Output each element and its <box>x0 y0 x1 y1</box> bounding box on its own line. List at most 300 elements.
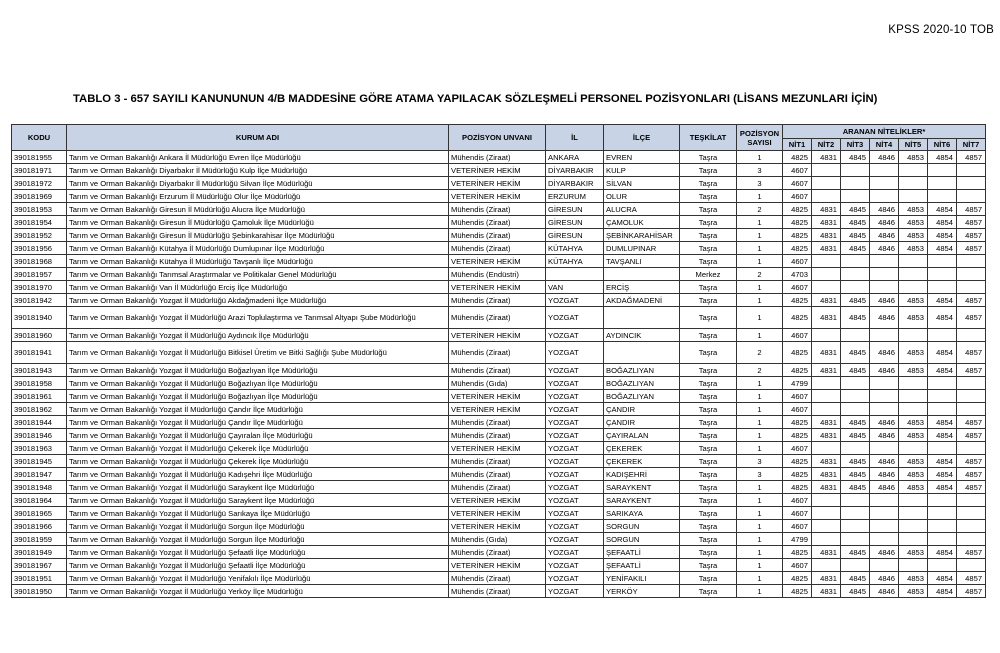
cell-il: YOZGAT <box>546 559 604 572</box>
cell-kodu: 390181967 <box>12 559 67 572</box>
cell-il: YOZGAT <box>546 364 604 377</box>
cell-nit7: 4857 <box>957 481 986 494</box>
cell-nit1: 4825 <box>783 572 812 585</box>
cell-nit5 <box>899 255 928 268</box>
cell-kodu: 390181944 <box>12 416 67 429</box>
cell-sayi: 3 <box>737 455 783 468</box>
cell-nit6 <box>928 190 957 203</box>
cell-nit4: 4846 <box>870 455 899 468</box>
cell-kodu: 390181961 <box>12 390 67 403</box>
table-row <box>12 572 986 585</box>
cell-nit4: 4846 <box>870 585 899 598</box>
cell-nit7 <box>957 520 986 533</box>
cell-nit5 <box>899 559 928 572</box>
cell-ilce: EVREN <box>604 151 680 164</box>
cell-ilce: KULP <box>604 164 680 177</box>
cell-pozisyon: VETERİNER HEKİM <box>449 281 546 294</box>
cell-kurum: Tarım ve Orman Bakanlığı Diyarbakır İl Müdürlüğü Silvan İlçe Müdürlüğü <box>67 177 449 190</box>
col-header-il: İL <box>546 125 604 151</box>
cell-nit2: 4831 <box>812 455 841 468</box>
cell-nit6: 4854 <box>928 203 957 216</box>
cell-pozisyon: Mühendis (Ziraat) <box>449 585 546 598</box>
cell-il: YOZGAT <box>546 329 604 342</box>
cell-kodu: 390181949 <box>12 546 67 559</box>
cell-nit6 <box>928 255 957 268</box>
cell-pozisyon: Mühendis (Ziraat) <box>449 429 546 442</box>
cell-kurum: Tarım ve Orman Bakanlığı Yozgat İl Müdürlüğü Yerköy İlçe Müdürlüğü <box>67 585 449 598</box>
cell-nit1: 4607 <box>783 164 812 177</box>
cell-pozisyon: VETERİNER HEKİM <box>449 190 546 203</box>
cell-kodu: 390181941 <box>12 342 67 364</box>
cell-kodu: 390181970 <box>12 281 67 294</box>
cell-nit6 <box>928 377 957 390</box>
cell-nit5 <box>899 177 928 190</box>
cell-nit1: 4607 <box>783 329 812 342</box>
cell-nit2 <box>812 268 841 281</box>
cell-nit3: 4845 <box>841 546 870 559</box>
cell-nit7 <box>957 377 986 390</box>
cell-kodu: 390181965 <box>12 507 67 520</box>
cell-teskilat: Merkez <box>680 268 737 281</box>
cell-nit3 <box>841 559 870 572</box>
cell-nit6: 4854 <box>928 429 957 442</box>
cell-teskilat: Taşra <box>680 294 737 307</box>
cell-nit6 <box>928 164 957 177</box>
cell-kodu: 390181963 <box>12 442 67 455</box>
cell-kurum: Tarım ve Orman Bakanlığı Yozgat İl Müdürlüğü Yenifakılı İlçe Müdürlüğü <box>67 572 449 585</box>
cell-nit7 <box>957 442 986 455</box>
cell-nit5: 4853 <box>899 481 928 494</box>
cell-nit3 <box>841 268 870 281</box>
cell-il: YOZGAT <box>546 455 604 468</box>
table-row <box>12 455 986 468</box>
cell-kodu: 390181951 <box>12 572 67 585</box>
cell-nit6 <box>928 507 957 520</box>
cell-nit1: 4825 <box>783 585 812 598</box>
cell-nit2: 4831 <box>812 468 841 481</box>
cell-pozisyon: VETERİNER HEKİM <box>449 559 546 572</box>
cell-il: DİYARBAKIR <box>546 177 604 190</box>
cell-sayi: 1 <box>737 533 783 546</box>
cell-il: YOZGAT <box>546 468 604 481</box>
cell-kodu: 390181954 <box>12 216 67 229</box>
cell-pozisyon: VETERİNER HEKİM <box>449 403 546 416</box>
cell-teskilat: Taşra <box>680 507 737 520</box>
cell-nit5 <box>899 268 928 281</box>
cell-nit2: 4831 <box>812 572 841 585</box>
cell-pozisyon: VETERİNER HEKİM <box>449 507 546 520</box>
cell-nit1: 4799 <box>783 533 812 546</box>
cell-sayi: 1 <box>737 481 783 494</box>
cell-kurum: Tarım ve Orman Bakanlığı Yozgat İl Müdürlüğü Sorgun İlçe Müdürlüğü <box>67 520 449 533</box>
cell-nit7: 4857 <box>957 585 986 598</box>
cell-teskilat: Taşra <box>680 364 737 377</box>
cell-nit4: 4846 <box>870 151 899 164</box>
cell-il: YOZGAT <box>546 520 604 533</box>
cell-teskilat: Taşra <box>680 255 737 268</box>
col-header-teskilat: TEŞKİLAT <box>680 125 737 151</box>
cell-ilce: AKDAĞMADENİ <box>604 294 680 307</box>
cell-nit2: 4831 <box>812 151 841 164</box>
cell-teskilat: Taşra <box>680 416 737 429</box>
cell-il: YOZGAT <box>546 585 604 598</box>
cell-teskilat: Taşra <box>680 377 737 390</box>
cell-kodu: 390181957 <box>12 268 67 281</box>
cell-teskilat: Taşra <box>680 546 737 559</box>
cell-nit7: 4857 <box>957 546 986 559</box>
cell-sayi: 1 <box>737 216 783 229</box>
table-row <box>12 203 986 216</box>
table-row <box>12 403 986 416</box>
cell-il: KÜTAHYA <box>546 242 604 255</box>
cell-ilce: BOĞAZLIYAN <box>604 364 680 377</box>
cell-nit4 <box>870 390 899 403</box>
cell-nit7 <box>957 268 986 281</box>
cell-il: GİRESUN <box>546 229 604 242</box>
cell-nit5: 4853 <box>899 307 928 329</box>
cell-ilce: ŞEBİNKARAHİSAR <box>604 229 680 242</box>
cell-kurum: Tarım ve Orman Bakanlığı Kütahya İl Müdürlüğü Dumlupınar İlçe Müdürlüğü <box>67 242 449 255</box>
cell-nit7: 4857 <box>957 151 986 164</box>
cell-kodu: 390181962 <box>12 403 67 416</box>
cell-sayi: 1 <box>737 559 783 572</box>
cell-nit2 <box>812 494 841 507</box>
table-row <box>12 442 986 455</box>
cell-sayi: 1 <box>737 416 783 429</box>
cell-nit6: 4854 <box>928 294 957 307</box>
cell-nit6: 4854 <box>928 151 957 164</box>
table-row <box>12 177 986 190</box>
cell-sayi: 1 <box>737 429 783 442</box>
cell-kurum: Tarım ve Orman Bakanlığı Yozgat İl Müdürlüğü Kadışehri İlçe Müdürlüğü <box>67 468 449 481</box>
cell-il: YOZGAT <box>546 481 604 494</box>
cell-ilce: SARAYKENT <box>604 481 680 494</box>
cell-kodu: 390181969 <box>12 190 67 203</box>
cell-kurum: Tarım ve Orman Bakanlığı Kütahya İl Müdürlüğü Tavşanlı İlçe Müdürlüğü <box>67 255 449 268</box>
cell-il: YOZGAT <box>546 294 604 307</box>
col-header-nit5: NİT5 <box>899 139 928 151</box>
cell-pozisyon: Mühendis (Endüstri) <box>449 268 546 281</box>
cell-nit4: 4846 <box>870 229 899 242</box>
cell-nit3 <box>841 190 870 203</box>
cell-nit1: 4825 <box>783 468 812 481</box>
cell-nit6 <box>928 403 957 416</box>
cell-nit7: 4857 <box>957 229 986 242</box>
positions-table-container <box>11 124 985 598</box>
col-header-kurum: KURUM ADI <box>67 125 449 151</box>
cell-ilce: YENİFAKILI <box>604 572 680 585</box>
cell-kurum: Tarım ve Orman Bakanlığı Tarımsal Araştırmalar ve Politikalar Genel Müdürlüğü <box>67 268 449 281</box>
table-row <box>12 216 986 229</box>
cell-nit2: 4831 <box>812 216 841 229</box>
cell-nit7: 4857 <box>957 468 986 481</box>
cell-il: GİRESUN <box>546 203 604 216</box>
cell-sayi: 1 <box>737 572 783 585</box>
cell-nit4 <box>870 559 899 572</box>
cell-ilce: TAVŞANLI <box>604 255 680 268</box>
col-header-aranan: ARANAN NİTELİKLER* <box>783 125 986 139</box>
cell-nit7 <box>957 255 986 268</box>
cell-il: ANKARA <box>546 151 604 164</box>
cell-nit1: 4607 <box>783 494 812 507</box>
cell-ilce: ŞEFAATLİ <box>604 546 680 559</box>
cell-nit7 <box>957 533 986 546</box>
cell-ilce: KADIŞEHRİ <box>604 468 680 481</box>
cell-nit3 <box>841 442 870 455</box>
cell-nit4 <box>870 177 899 190</box>
cell-nit2: 4831 <box>812 481 841 494</box>
cell-sayi: 2 <box>737 364 783 377</box>
cell-nit4 <box>870 329 899 342</box>
cell-nit5 <box>899 442 928 455</box>
cell-teskilat: Taşra <box>680 329 737 342</box>
cell-nit3: 4845 <box>841 342 870 364</box>
table-row <box>12 546 986 559</box>
cell-nit1: 4607 <box>783 190 812 203</box>
cell-teskilat: Taşra <box>680 216 737 229</box>
cell-sayi: 1 <box>737 546 783 559</box>
cell-nit6: 4854 <box>928 216 957 229</box>
table-row <box>12 342 986 364</box>
cell-nit2: 4831 <box>812 294 841 307</box>
cell-kurum: Tarım ve Orman Bakanlığı Van İl Müdürlüğü Erciş İlçe Müdürlüğü <box>67 281 449 294</box>
cell-nit2: 4831 <box>812 342 841 364</box>
cell-nit4 <box>870 377 899 390</box>
cell-nit1: 4825 <box>783 429 812 442</box>
table-row <box>12 364 986 377</box>
cell-nit3 <box>841 281 870 294</box>
cell-nit6: 4854 <box>928 229 957 242</box>
cell-nit6: 4854 <box>928 455 957 468</box>
cell-pozisyon: Mühendis (Ziraat) <box>449 342 546 364</box>
cell-nit3 <box>841 164 870 177</box>
cell-nit5 <box>899 164 928 177</box>
cell-nit1: 4825 <box>783 416 812 429</box>
cell-nit7: 4857 <box>957 203 986 216</box>
col-header-nit1: NİT1 <box>783 139 812 151</box>
cell-teskilat: Taşra <box>680 468 737 481</box>
cell-kodu: 390181942 <box>12 294 67 307</box>
cell-kodu: 390181945 <box>12 455 67 468</box>
cell-nit7: 4857 <box>957 294 986 307</box>
table-header <box>12 125 986 151</box>
cell-ilce: SARAYKENT <box>604 494 680 507</box>
cell-nit5: 4853 <box>899 546 928 559</box>
cell-ilce: ÇAMOLUK <box>604 216 680 229</box>
cell-nit2 <box>812 164 841 177</box>
cell-sayi: 1 <box>737 507 783 520</box>
cell-nit6: 4854 <box>928 481 957 494</box>
cell-nit1: 4799 <box>783 377 812 390</box>
cell-nit1: 4825 <box>783 455 812 468</box>
cell-ilce: YERKÖY <box>604 585 680 598</box>
cell-ilce: ŞEFAATLİ <box>604 559 680 572</box>
cell-nit7: 4857 <box>957 416 986 429</box>
cell-kodu: 390181946 <box>12 429 67 442</box>
table-row <box>12 429 986 442</box>
cell-nit7: 4857 <box>957 216 986 229</box>
cell-nit6: 4854 <box>928 307 957 329</box>
cell-kodu: 390181947 <box>12 468 67 481</box>
table-body <box>12 151 986 598</box>
cell-nit4: 4846 <box>870 216 899 229</box>
cell-sayi: 1 <box>737 294 783 307</box>
cell-nit1: 4825 <box>783 307 812 329</box>
cell-ilce: SORGUN <box>604 520 680 533</box>
cell-teskilat: Taşra <box>680 585 737 598</box>
col-header-nit6: NİT6 <box>928 139 957 151</box>
cell-teskilat: Taşra <box>680 281 737 294</box>
cell-nit1: 4703 <box>783 268 812 281</box>
cell-nit7 <box>957 281 986 294</box>
cell-ilce: ÇEKEREK <box>604 455 680 468</box>
cell-teskilat: Taşra <box>680 429 737 442</box>
cell-nit5 <box>899 403 928 416</box>
cell-teskilat: Taşra <box>680 203 737 216</box>
cell-pozisyon: VETERİNER HEKİM <box>449 329 546 342</box>
cell-nit7: 4857 <box>957 572 986 585</box>
cell-ilce <box>604 307 680 329</box>
cell-kurum: Tarım ve Orman Bakanlığı Yozgat İl Müdürlüğü Boğazlıyan İlçe Müdürlüğü <box>67 364 449 377</box>
cell-il: DİYARBAKIR <box>546 164 604 177</box>
cell-nit3 <box>841 533 870 546</box>
cell-kurum: Tarım ve Orman Bakanlığı Yozgat İl Müdürlüğü Boğazlıyan İlçe Müdürlüğü <box>67 390 449 403</box>
table-row <box>12 151 986 164</box>
cell-nit6: 4854 <box>928 468 957 481</box>
cell-nit2: 4831 <box>812 203 841 216</box>
cell-kurum: Tarım ve Orman Bakanlığı Yozgat İl Müdürlüğü Sorgun İlçe Müdürlüğü <box>67 533 449 546</box>
cell-nit4 <box>870 494 899 507</box>
table-row <box>12 520 986 533</box>
cell-nit2 <box>812 403 841 416</box>
cell-kodu: 390181952 <box>12 229 67 242</box>
cell-nit2 <box>812 442 841 455</box>
cell-nit4: 4846 <box>870 307 899 329</box>
cell-nit5 <box>899 281 928 294</box>
table-row <box>12 468 986 481</box>
cell-pozisyon: VETERİNER HEKİM <box>449 520 546 533</box>
table-row <box>12 268 986 281</box>
cell-kodu: 390181955 <box>12 151 67 164</box>
cell-teskilat: Taşra <box>680 572 737 585</box>
cell-nit2: 4831 <box>812 242 841 255</box>
cell-teskilat: Taşra <box>680 190 737 203</box>
cell-ilce: DUMLUPINAR <box>604 242 680 255</box>
cell-nit3: 4845 <box>841 585 870 598</box>
cell-nit1: 4825 <box>783 294 812 307</box>
cell-sayi: 3 <box>737 468 783 481</box>
cell-teskilat: Taşra <box>680 342 737 364</box>
table-row <box>12 229 986 242</box>
cell-nit5: 4853 <box>899 151 928 164</box>
cell-nit4 <box>870 268 899 281</box>
cell-teskilat: Taşra <box>680 307 737 329</box>
cell-nit4: 4846 <box>870 364 899 377</box>
cell-sayi: 2 <box>737 203 783 216</box>
cell-kurum: Tarım ve Orman Bakanlığı Yozgat İl Müdürlüğü Akdağmadeni İlçe Müdürlüğü <box>67 294 449 307</box>
col-header-nit2: NİT2 <box>812 139 841 151</box>
cell-nit2: 4831 <box>812 585 841 598</box>
cell-kurum: Tarım ve Orman Bakanlığı Yozgat İl Müdürlüğü Arazi Toplulaştırma ve Tarımsal Altyapı Şube Müdürlüğü <box>67 307 449 329</box>
cell-nit1: 4825 <box>783 481 812 494</box>
cell-il: YOZGAT <box>546 307 604 329</box>
cell-sayi: 1 <box>737 151 783 164</box>
cell-sayi: 2 <box>737 342 783 364</box>
cell-pozisyon: Mühendis (Ziraat) <box>449 416 546 429</box>
cell-nit5: 4853 <box>899 342 928 364</box>
cell-nit5 <box>899 390 928 403</box>
cell-nit2 <box>812 255 841 268</box>
cell-ilce <box>604 342 680 364</box>
cell-nit5 <box>899 533 928 546</box>
cell-nit3: 4845 <box>841 242 870 255</box>
cell-pozisyon: Mühendis (Ziraat) <box>449 229 546 242</box>
cell-nit5: 4853 <box>899 455 928 468</box>
cell-nit3: 4845 <box>841 572 870 585</box>
cell-nit3 <box>841 520 870 533</box>
cell-kurum: Tarım ve Orman Bakanlığı Yozgat İl Müdürlüğü Şefaatli İlçe Müdürlüğü <box>67 559 449 572</box>
cell-il: YOZGAT <box>546 416 604 429</box>
cell-nit6 <box>928 329 957 342</box>
cell-nit3: 4845 <box>841 203 870 216</box>
cell-kodu: 390181953 <box>12 203 67 216</box>
table-row <box>12 307 986 329</box>
cell-pozisyon: Mühendis (Ziraat) <box>449 216 546 229</box>
cell-nit5 <box>899 377 928 390</box>
cell-sayi: 1 <box>737 329 783 342</box>
table-row <box>12 190 986 203</box>
cell-nit2: 4831 <box>812 546 841 559</box>
cell-kurum: Tarım ve Orman Bakanlığı Yozgat İl Müdürlüğü Saraykent İlçe Müdürlüğü <box>67 481 449 494</box>
cell-pozisyon: Mühendis (Ziraat) <box>449 307 546 329</box>
cell-nit3: 4845 <box>841 455 870 468</box>
cell-nit6 <box>928 533 957 546</box>
cell-nit3: 4845 <box>841 468 870 481</box>
cell-nit2 <box>812 377 841 390</box>
cell-nit1: 4607 <box>783 281 812 294</box>
cell-nit2 <box>812 533 841 546</box>
cell-nit1: 4825 <box>783 242 812 255</box>
cell-nit3 <box>841 255 870 268</box>
col-header-sayi: POZİSYON SAYISI <box>737 125 783 151</box>
cell-nit3: 4845 <box>841 416 870 429</box>
cell-nit1: 4607 <box>783 507 812 520</box>
cell-nit5 <box>899 520 928 533</box>
cell-nit5: 4853 <box>899 585 928 598</box>
table-row <box>12 281 986 294</box>
cell-ilce: ÇAYIRALAN <box>604 429 680 442</box>
col-header-nit3: NİT3 <box>841 139 870 151</box>
cell-nit1: 4825 <box>783 216 812 229</box>
cell-nit1: 4607 <box>783 390 812 403</box>
cell-nit1: 4825 <box>783 364 812 377</box>
cell-il: YOZGAT <box>546 533 604 546</box>
table-row <box>12 164 986 177</box>
cell-nit5: 4853 <box>899 242 928 255</box>
cell-nit7 <box>957 177 986 190</box>
cell-kodu: 390181950 <box>12 585 67 598</box>
cell-nit6 <box>928 268 957 281</box>
cell-teskilat: Taşra <box>680 229 737 242</box>
cell-pozisyon: Mühendis (Ziraat) <box>449 481 546 494</box>
cell-kodu: 390181966 <box>12 520 67 533</box>
cell-nit7 <box>957 507 986 520</box>
cell-pozisyon: Mühendis (Gıda) <box>449 377 546 390</box>
cell-il: YOZGAT <box>546 342 604 364</box>
cell-il: YOZGAT <box>546 403 604 416</box>
cell-nit4 <box>870 403 899 416</box>
col-header-nit7: NİT7 <box>957 139 986 151</box>
